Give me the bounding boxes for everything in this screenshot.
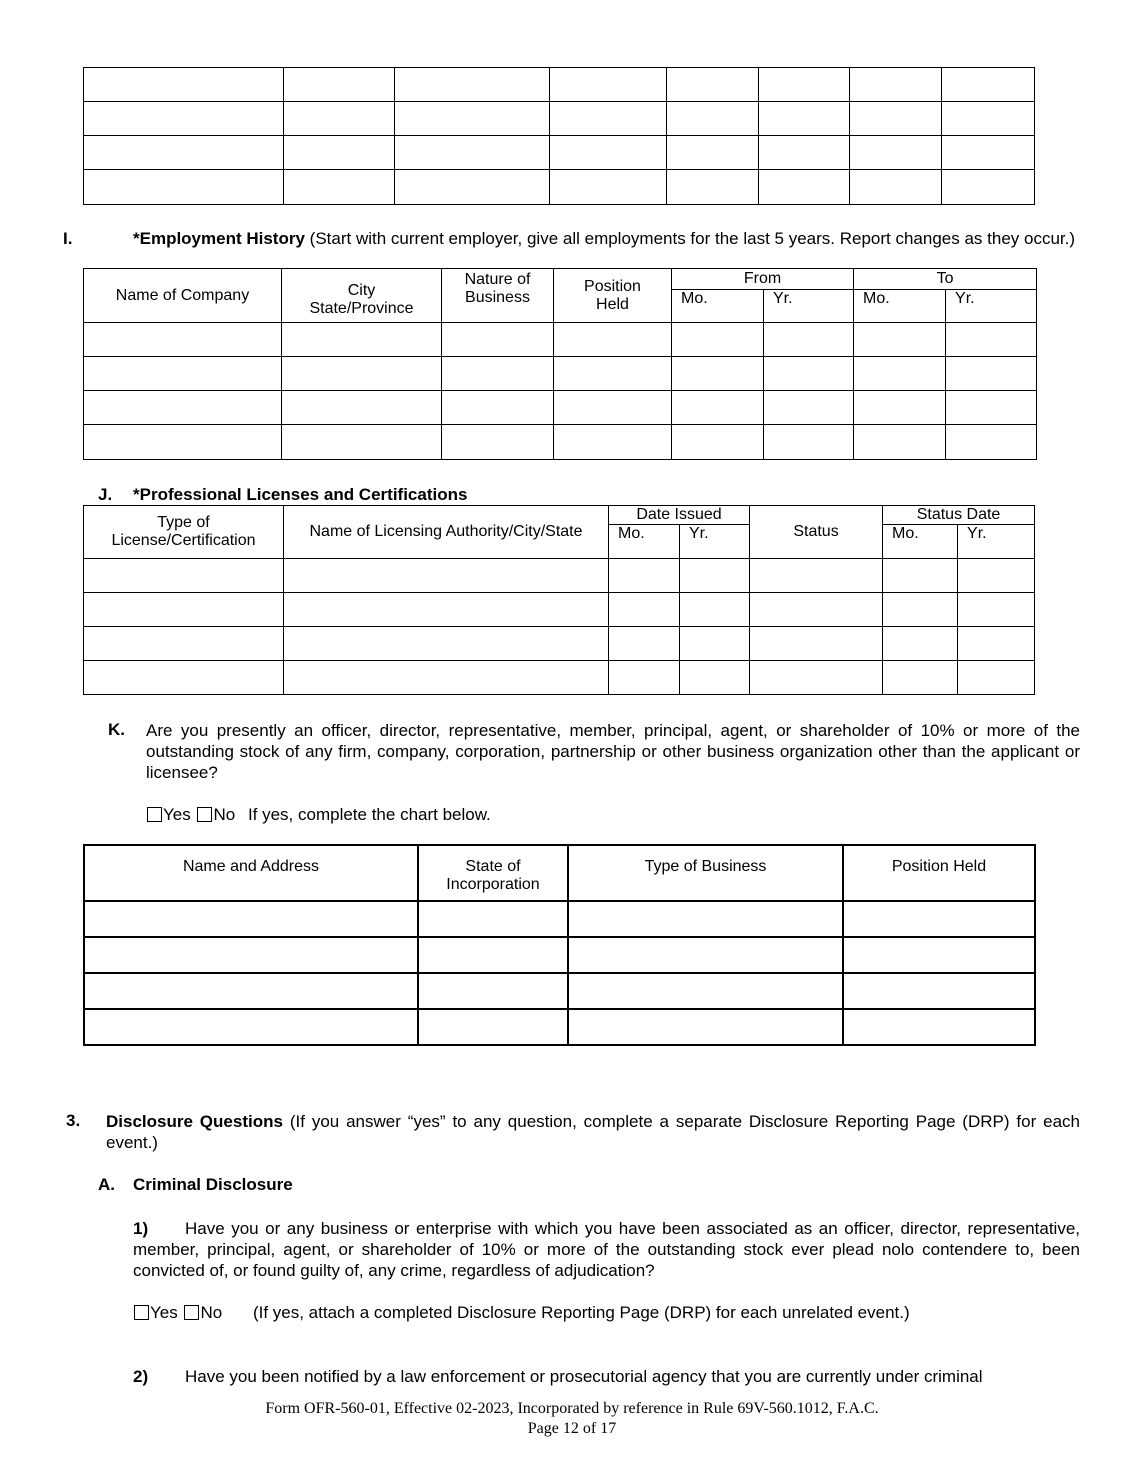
question-1-instruction: (If yes, attach a completed Disclosure Reporting Page (DRP) for each unrelated event.) — [252, 1303, 910, 1322]
employment-history-table — [83, 268, 1037, 460]
section-3-heading — [106, 1111, 1080, 1153]
table-row — [84, 425, 1037, 460]
section-note: (Start with current employer, give all employments for the last 5 years. Report changes as they occur.) — [309, 229, 1076, 248]
no-checkbox[interactable] — [197, 807, 212, 822]
header-line: Incorporation — [446, 876, 540, 893]
col-header-status-yr: Yr. — [958, 525, 1035, 559]
continuation-table — [83, 67, 1035, 205]
subsection-a-heading — [98, 1175, 293, 1195]
col-header-issued-mo: Mo. — [609, 525, 680, 559]
table-row — [84, 973, 1035, 1009]
col-header-nature — [442, 269, 554, 323]
col-header-to-yr: Yr. — [946, 290, 1037, 323]
section-k-letter: K. — [108, 720, 125, 739]
header-line: Held — [596, 295, 629, 313]
question-1 — [133, 1218, 1080, 1281]
table-row — [84, 136, 1035, 170]
col-header-name-address: Name and Address — [84, 845, 418, 901]
yes-label: Yes — [163, 805, 191, 824]
col-header-to-mo: Mo. — [854, 290, 946, 323]
col-header-city — [282, 269, 442, 323]
col-header-status: Status — [750, 506, 883, 559]
header-line: State/Province — [309, 299, 414, 317]
header-line: Nature of — [464, 271, 531, 288]
table-row — [84, 901, 1035, 937]
table-row — [84, 661, 1035, 695]
section-i-heading — [63, 228, 1103, 249]
col-header-from-mo: Mo. — [672, 290, 764, 323]
col-header-position-held: Position Held — [843, 845, 1035, 901]
col-header-issued-yr: Yr. — [680, 525, 750, 559]
header-line: State of — [465, 858, 521, 875]
table-row — [84, 357, 1037, 391]
question-1-answer-row — [134, 1303, 910, 1323]
header-line: Type of — [157, 514, 210, 531]
question-number: 1) — [133, 1219, 149, 1238]
header-line: City — [347, 281, 376, 299]
table-row — [84, 937, 1035, 973]
section-title: *Professional Licenses and Certifications — [133, 485, 468, 504]
table-row — [84, 68, 1035, 102]
header-line: Business — [465, 289, 530, 306]
table-row — [84, 593, 1035, 627]
col-header-type — [84, 506, 284, 559]
section-k-answer-row — [147, 805, 491, 825]
no-checkbox[interactable] — [184, 1305, 199, 1320]
question-2 — [133, 1367, 1080, 1387]
yes-label: Yes — [150, 1303, 178, 1322]
subsection-title: Criminal Disclosure — [133, 1175, 293, 1194]
col-header-company: Name of Company — [84, 269, 282, 323]
question-text: Have you been notified by a law enforcement or prosecutorial agency that you are currently under criminal — [185, 1367, 983, 1386]
table-row — [84, 1009, 1035, 1045]
section-title: Disclosure Questions — [106, 1112, 283, 1131]
table-row — [84, 559, 1035, 593]
yes-checkbox[interactable] — [134, 1305, 149, 1320]
section-k-instruction: If yes, complete the chart below. — [247, 805, 491, 824]
section-title: *Employment History — [133, 229, 305, 248]
subsection-letter: A. — [98, 1175, 115, 1194]
table-row — [84, 102, 1035, 136]
col-header-from: From — [672, 269, 854, 290]
header-line: Position — [584, 277, 641, 295]
table-row — [84, 323, 1037, 357]
form-footer — [0, 1399, 1133, 1439]
footer-page-number: Page 12 of 17 — [527, 1420, 617, 1437]
col-header-status-mo: Mo. — [883, 525, 958, 559]
col-header-status-date: Status Date — [883, 506, 1035, 525]
question-number: 2) — [133, 1367, 149, 1386]
question-text: Have you or any business or enterprise with which you have been associated as an officer, director, representative, member, principal, agent, or shareholder of 10% or more of the outstanding stock ever plead nolo contendere to, been convicted of, or found guilty of, any crime, regardless of adjudication? — [133, 1219, 1080, 1280]
col-header-date-issued: Date Issued — [609, 506, 750, 525]
section-3-number: 3. — [66, 1111, 81, 1130]
yes-checkbox[interactable] — [147, 807, 162, 822]
section-letter: J. — [98, 485, 113, 504]
table-row — [84, 627, 1035, 661]
col-header-authority: Name of Licensing Authority/City/State — [284, 506, 609, 559]
footer-form-reference: Form OFR-560-01, Effective 02-2023, Incorporated by reference in Rule 69V-560.1012, F.A.C. — [265, 1400, 879, 1417]
section-letter: I. — [63, 229, 73, 248]
other-business-table — [83, 844, 1036, 1046]
table-row — [84, 391, 1037, 425]
licenses-table — [83, 505, 1035, 695]
section-j-heading — [98, 485, 467, 505]
col-header-to: To — [854, 269, 1037, 290]
col-header-from-yr: Yr. — [764, 290, 854, 323]
no-label: No — [200, 1303, 223, 1322]
col-header-state — [418, 845, 568, 901]
table-row — [84, 170, 1035, 205]
section-k-question: Are you presently an officer, director, representative, member, principal, agent, or shareholder of 10% or more of the outstanding stock of any firm, company, corporation, partnership or other business organization other than the applicant or licensee? — [146, 721, 1080, 782]
col-header-position — [554, 269, 672, 323]
section-note: (If you answer “yes” to any question, complete a separate Disclosure Reporting Page (DRP) for each event.) — [106, 1112, 1080, 1152]
header-line: License/Certification — [111, 532, 256, 549]
col-header-type-business: Type of Business — [568, 845, 843, 901]
no-label: No — [213, 805, 236, 824]
